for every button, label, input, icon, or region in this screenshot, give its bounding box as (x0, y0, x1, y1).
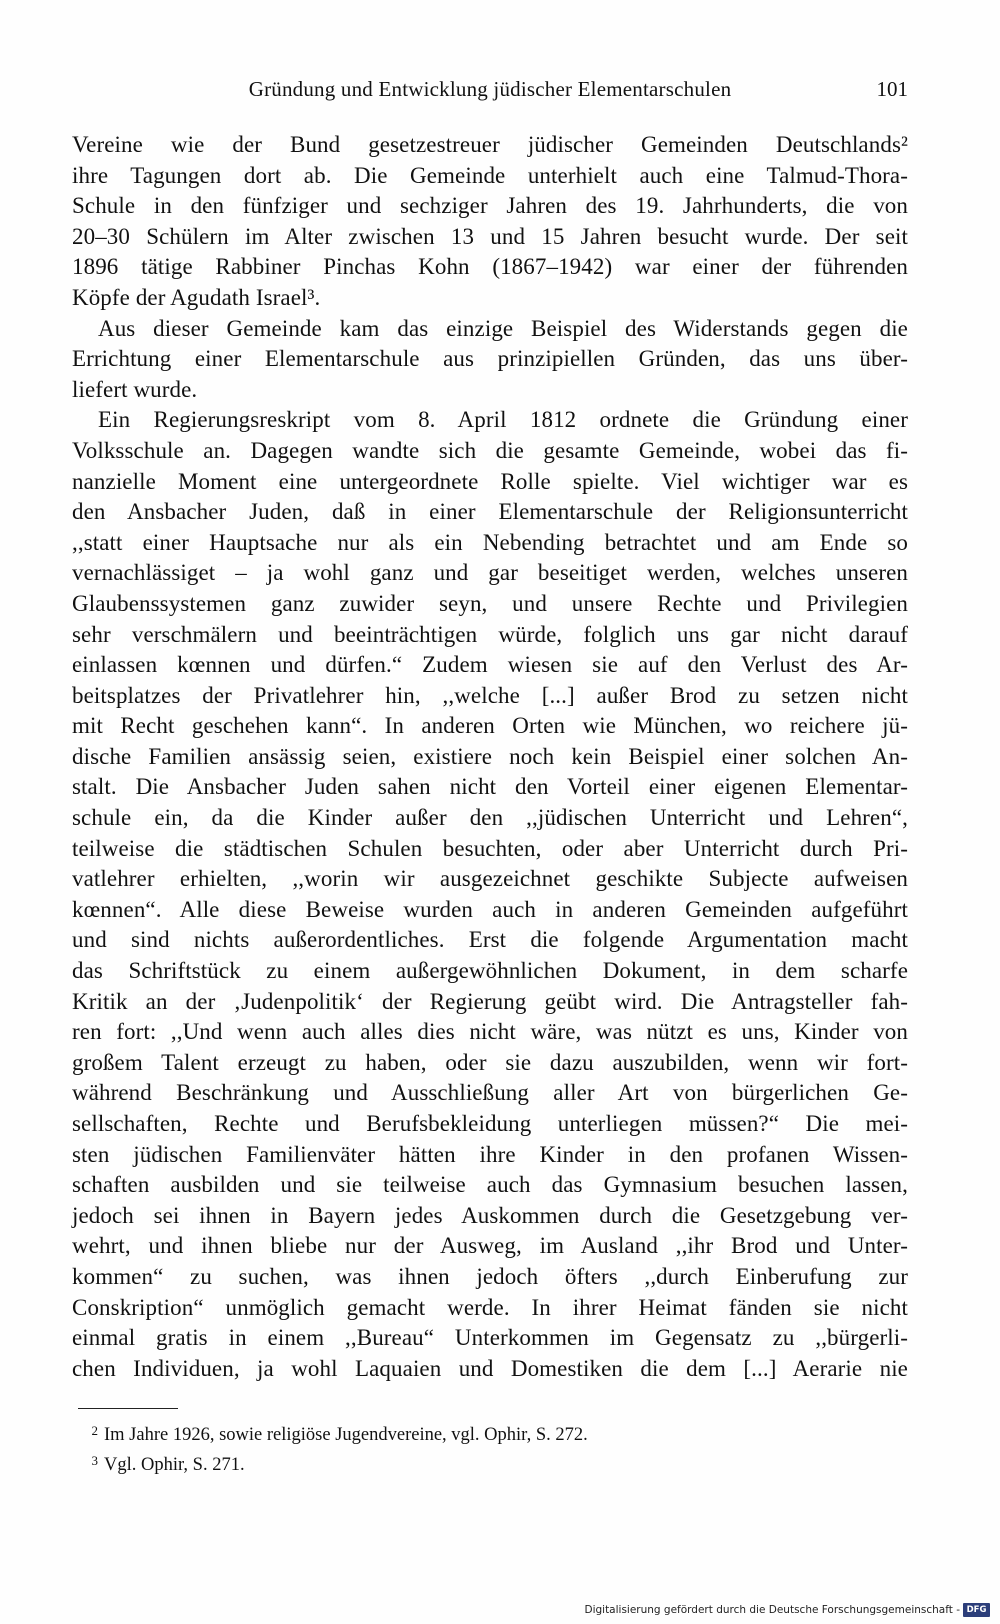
text-line: mit Recht geschehen kann“. In anderen Orten wie München, wo reichere jü- (72, 713, 908, 739)
footnote-text: Vgl. Ophir, S. 271. (104, 1455, 245, 1475)
text-line: Vereine wie der Bund gesetzestreuer jüdischer Gemeinden Deutschlands² (72, 132, 908, 157)
text-line: das Schriftstück zu einem außergewöhnlichen Dokument, in dem scharfe (72, 958, 908, 984)
footnote-divider (78, 1408, 178, 1409)
page-number: 101 (876, 77, 908, 101)
text-line: Kritik an der ‚Judenpolitik‘ der Regierung geübt wird. Die Antragsteller fah- (72, 988, 908, 1014)
text-line: während Beschränkung und Ausschließung aller Art von bürgerlichen Ge- (72, 1080, 908, 1106)
text-line: vatlehrer erhielten, ,,worin wir ausgezeichnet geschikte Subjecte aufweisen (72, 866, 908, 892)
text-line: Köpfe der Agudath Israel³. (72, 284, 321, 310)
text-line: 20–30 Schülern im Alter zwischen 13 und 15 Jahren besucht wurde. Der seit (72, 223, 908, 249)
text-line: sellschaften, Rechte und Berufsbekleidung unterliegen müssen?“ Die mei- (72, 1111, 908, 1136)
text-line: beitsplatzes der Privatlehrer hin, ,,welche [...] außer Brod zu setzen nicht (72, 682, 908, 708)
text-line: großem Talent erzeugt zu haben, oder sie dazu auszubilden, wenn wir fort- (72, 1049, 908, 1075)
text-line: schaften ausbilden und sie teilweise auch das Gymnasium besuchen lassen, (72, 1172, 908, 1198)
footnote-text: Im Jahre 1926, sowie religiöse Jugendvereine, vgl. Ophir, S. 272. (104, 1425, 588, 1445)
running-head (72, 72, 908, 106)
text-line: den Ansbacher Juden, daß in einer Elementarschule der Religionsunterricht (72, 499, 908, 525)
text-line: dische Familien ansässig seien, existiere noch kein Beispiel einer solchen An- (72, 743, 908, 769)
text-line: liefert wurde. (72, 376, 198, 402)
running-title: Gründung und Entwicklung jüdischer Elementarschulen (248, 77, 732, 101)
text-line: Aus dieser Gemeinde kam das einzige Beispiel des Widerstands gegen die (98, 315, 908, 341)
text-line: vernachlässiget – ja wohl ganz und gar beseitiget werden, welches unseren (72, 560, 908, 586)
text-line: stalt. Die Ansbacher Juden sahen nicht den Vorteil einer eigenen Elementar- (72, 774, 908, 800)
text-line: einmal gratis in einem ,,Bureau“ Unterkommen im Gegensatz zu ,,bürgerli- (72, 1325, 908, 1351)
text-line: ihre Tagungen dort ab. Die Gemeinde unterhielt auch eine Talmud-Thora- (72, 162, 908, 188)
text-line: 1896 tätige Rabbiner Pinchas Kohn (1867–1942) war einer der führenden (72, 254, 908, 280)
digitization-credit: Digitalisierung gefördert durch die Deutsche Forschungsgemeinschaft - (584, 1604, 960, 1616)
text-line: wehrt, und ihnen bliebe nur der Ausweg, im Ausland ,,ihr Brod und Unter- (72, 1233, 908, 1259)
text-line: ren fort: ,,Und wenn auch alles dies nicht wäre, was nützt es uns, Kinder von (72, 1019, 908, 1045)
text-line: Ein Regierungsreskript vom 8. April 1812 ordnete die Gründung einer (98, 407, 908, 433)
dfg-logo: DFG (963, 1603, 990, 1617)
text-line: Errichtung einer Elementarschule aus prinzipiellen Gründen, das uns über- (72, 346, 908, 372)
text-line: kœnnen“. Alle diese Beweise wurden auch in anderen Gemeinden aufgeführt (72, 896, 908, 922)
footnotes (78, 1418, 908, 1478)
text-line: ,,statt einer Hauptsache nur als ein Nebending betrachtet und am Ende so (72, 529, 908, 555)
text-line: schule ein, da die Kinder außer den ,,jüdischen Unterricht und Lehren“, (72, 805, 908, 831)
text-line: chen Individuen, ja wohl Laquaien und Domestiken die dem [...] Aerarie nie (72, 1355, 908, 1381)
footnote (78, 1448, 908, 1478)
text-line: teilweise die städtischen Schulen besuchten, oder aber Unterricht durch Pri- (72, 835, 908, 861)
text-line: und sind nichts außerordentliches. Erst die folgende Argumentation macht (72, 927, 908, 953)
text-line: Glaubenssystemen ganz zuwider seyn, und unsere Rechte und Privilegien (72, 590, 908, 616)
text-line: einlassen kœnnen und dürfen.“ Zudem wiesen sie auf den Verlust des Ar- (72, 652, 908, 678)
text-line: sten jüdischen Familienväter hätten ihre Kinder in den profanen Wissen- (72, 1141, 908, 1167)
text-line: kommen“ zu suchen, was ihnen jedoch öfters ,,durch Einberufung zur (72, 1263, 908, 1289)
text-line: nanzielle Moment eine untergeordnete Rolle spielte. Viel wichtiger war es (72, 468, 908, 494)
text-line: Conskription“ unmöglich gemacht werde. In ihrer Heimat fänden sie nicht (72, 1294, 908, 1320)
footnote (78, 1418, 908, 1448)
text-line: jedoch sei ihnen in Bayern jedes Auskommen durch die Gesetzgebung ver- (72, 1202, 908, 1228)
footnote-marker: 2 (91, 1423, 98, 1438)
text-line: Schule in den fünfziger und sechziger Jahren des 19. Jahrhunderts, die von (72, 193, 908, 219)
footnote-marker: 3 (91, 1453, 98, 1468)
text-line: Volksschule an. Dagegen wandte sich die gesamte Gemeinde, wobei das fi- (72, 437, 908, 463)
text-line: sehr verschmälern und beeinträchtigen würde, folglich uns gar nicht darauf (72, 621, 908, 647)
body-text (72, 130, 908, 1384)
